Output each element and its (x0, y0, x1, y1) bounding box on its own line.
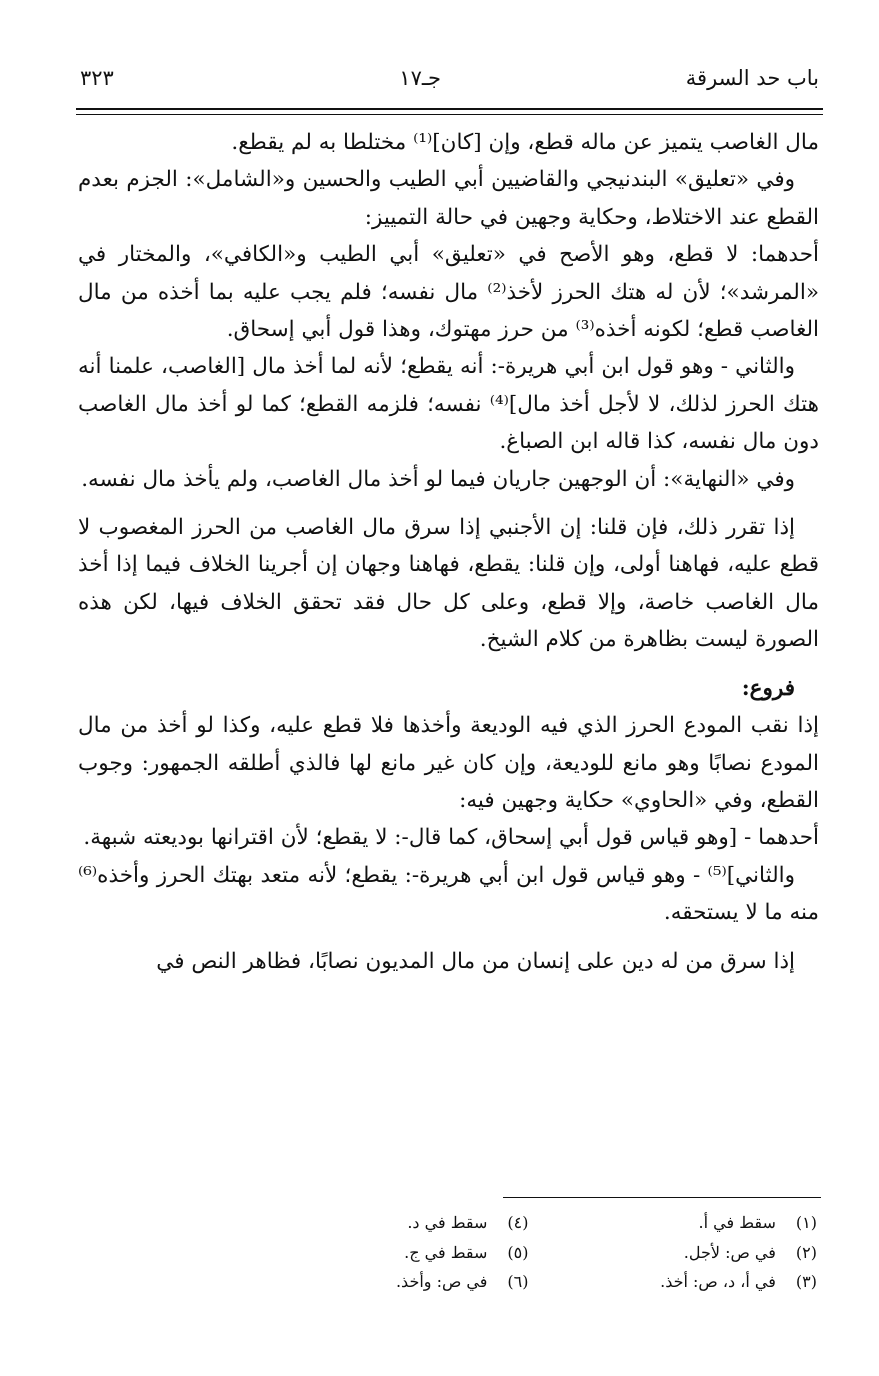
paragraph: وفي «تعليق» البندنيجي والقاضيين أبي الطيب والحسين و«الشامل»: الجزم بعدم القطع عند الاختلاط، وحكاية وجهين في حالة التمييز: (78, 167, 819, 230)
paragraph: إذا سرق من له دين على إنسان من مال المديون نصابًا، فظاهر النص في (156, 948, 795, 974)
paragraph: وفي «النهاية»: أن الوجهين جاريان فيما لو أخذ مال الغاصب، ولم يأخذ مال نفسه. (81, 466, 795, 492)
footnote: (١) سقط في أ. (698, 1213, 817, 1232)
paragraph: أحدهما - [وهو قياس قول أبي إسحاق، كما قال-: لا يقطع؛ لأن اقترانها بوديعته شبهة. (83, 825, 819, 851)
footnote: (٣) في أ، د، ص: أخذ. (660, 1272, 817, 1291)
paragraph: أحدهما: لا قطع، وهو الأصح في «تعليق» أبي الطيب و«الكافي»، والمختار في «المرشد»؛ لأن له هتك الحرز لأخذ⁽²⁾ مال نفسه؛ فلم يجب عليه بما أخذه من مال الغاصب قطع؛ لكونه أخذه⁽³⁾ من حرز مهتوك، وهذا قول أبي إسحاق. (78, 242, 819, 343)
page-number: ٣٢٣ (80, 66, 114, 90)
header-rule-thick (76, 108, 823, 110)
paragraph: إذا نقب المودع الحرز الذي فيه الوديعة وأخذها فلا قطع عليه، وكذا لو أخذ من مال المودع نصابًا وهو مانع للوديعة، وإن كان غير مانع لها فالذي أطلقه الجمهور: وجوب القطع، وفي «الحاوي» حكاية وجهين فيه: (78, 713, 819, 813)
footnote: (٥) سقط في ج. (404, 1242, 529, 1262)
subheading-branches: فروع: (741, 675, 795, 701)
footnote: (٦) في ص: وأخذ. (395, 1272, 529, 1291)
chapter-title: باب حد السرقة (685, 66, 819, 90)
footnote-separator (503, 1197, 821, 1198)
paragraph: مال الغاصب يتميز عن ماله قطع، وإن [كان]⁽¹⁾ مختلطا به لم يقطع. (231, 130, 819, 155)
paragraph: والثاني - وهو قول ابن أبي هريرة-: أنه يقطع؛ لأنه لما أخذ مال [الغاصب، علمنا أنه هتك الحرز لذلك، لا لأجل أخذ مال]⁽⁴⁾ نفسه؛ فلزمه القطع؛ كما لو أخذ مال الغاصب دون مال نفسه، كذا قاله ابن الصباغ. (78, 354, 819, 455)
paragraph: والثاني]⁽⁵⁾ - وهو قياس قول ابن أبي هريرة-: يقطع؛ لأنه متعد بهتك الحرز وأخذه⁽⁶⁾ منه ما لا يستحقه. (78, 862, 819, 926)
footnote: (٤) سقط في د. (407, 1213, 529, 1232)
header-rule-thin (76, 114, 823, 115)
volume-label: جـ١٧ (399, 66, 441, 90)
footnotes (240, 1208, 817, 1297)
main-text (78, 124, 819, 980)
footnote: (٢) في ص: لأجل. (683, 1242, 817, 1262)
running-header (80, 62, 819, 102)
paragraph: إذا تقرر ذلك، فإن قلنا: إن الأجنبي إذا سرق مال الغاصب من الحرز المغصوب لا قطع عليه، فهاهنا أولى، وإن قلنا: يقطع، فهاهنا وجهان إن أجرينا الخلاف فيما إذا أخذ مال الغاصب خاصة، وإلا قطع، وعلى كل حال فقد تحقق الخلاف فيها، لكن هذه الصورة ليست بظاهرة من كلام الشيخ. (78, 515, 819, 653)
